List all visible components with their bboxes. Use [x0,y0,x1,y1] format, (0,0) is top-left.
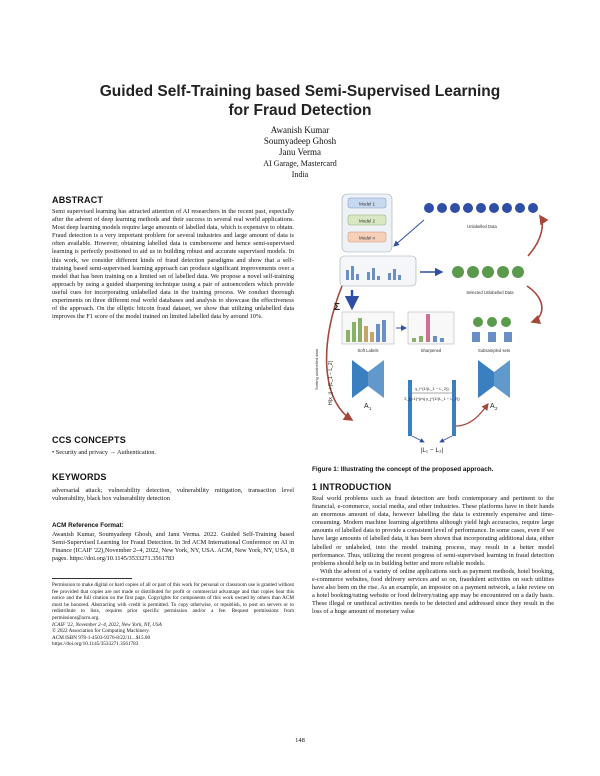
intro-paragraph-2: With the advent of a variety of online applications such as payment methods, hotel booking, e-commerce websites, food delivery services and so on, fraudulent activities on such utilities have also been on the rise. As an example, an impostor on a payment network, a fake review on a hotel booking/rating website or food delivery/rating app may be encountered on a daily basis. These illegal or unethical activities needs to be detected and addressed since they result in the loss of a huge amount of monetary value [312,567,554,616]
keywords-heading: KEYWORDS [52,472,107,482]
autoencoder-a1 [352,360,384,398]
bottom-right-arrow [440,436,452,442]
down-right-arrow [527,286,542,322]
figure-caption: Figure 1: Illustrating the concept of the proposed approach. [312,466,494,473]
copyright-line: © 2022 Association for Computing Machinery. [52,628,150,635]
ccs-text: • Security and privacy → Authentication. [52,449,156,456]
side-formula: H(x_i) + |L_1 − L_2| [328,360,334,405]
a2-label: A [490,403,495,410]
intro-body [312,495,554,616]
keywords-text: adversarial attack; vulnerability detection, vulnerability mitigation, transaction level vulnerability, black box vulnerability detection [52,487,294,503]
permission-text: Permission to make digital or hard copies of all or part of this work for personal or classroom use is granted without fee provided that copies are not made or distributed for profit or commercial advantage and that copies bear this notice and the full citation on the first page. Copyrights for components of this work owned by others than ACM must be honored. Abstracting with credit is permitted. To copy otherwise, or republish, to post on servers or to redistribute to lists, requires prior specific permission and/or a fee. Request permissions from permissions@acm.org. [52,582,294,621]
sorting-label: Sorting unlabelled data [314,349,319,390]
a1-sub: 1 [369,406,372,411]
footnote-rule [52,578,132,579]
autoencoder-a2 [478,360,510,398]
subsampled-sets [472,317,512,342]
subsampled-label: Subsampled sets [477,348,511,353]
author-1: Awanish Kumar [270,125,330,135]
author-block [0,125,600,180]
paper-title [0,82,600,120]
soft-labels-label: Soft Labels [357,348,379,353]
sharpened-label: Sharpened [420,348,442,353]
title-line-1: Guided Self-Training based Semi-Supervised Learning [99,83,501,100]
model-n-label: Model n [358,235,376,241]
bottom-left-arrow [412,436,424,442]
title-line-2: for Fraud Detection [228,102,372,119]
selected-label: Selected Unlabelled Data [466,290,514,295]
permission-block [52,582,294,648]
formula-den: Σ_{j=1}^{m} y_j^{1/(L_1 − L_2)} [404,396,460,401]
doi-line: https://doi.org/10.1145/3533271.3561783 [52,641,139,648]
to-a2-arrow [456,404,488,426]
conference-line: ICAIF '22, November 2–4, 2022, New York, NY, USA [52,621,162,628]
figure-1-diagram [312,190,554,460]
a1-label: A [364,403,369,410]
intro-heading: 1 INTRODUCTION [312,482,392,492]
author-3: Janu Verma [278,147,322,157]
acm-ref-text: Awanish Kumar, Soumyadeep Ghosh, and Janu Verma. 2022. Guided Self-Training based Semi-Supervised Learning for Fraud Detection. In 3rd ACM International Conference on AI in Finance (ICAIF '22),November 2–4, 2022, New York, NY, USA. ACM, New York, NY, USA, 8 pages. https://doi.org/10.1145/3533271.3561783 [52,531,294,563]
model-1-label: Model 1 [358,201,376,207]
figure-1 [312,190,554,460]
formula-num: y_i^{1/(L_1 − L_2)} [415,386,449,391]
model-2-label: Model 2 [358,218,376,224]
acm-ref-heading: ACM Reference Format: [52,522,124,529]
unlabelled-label: Unlabelled Data [467,224,497,229]
right-loop-arrow [528,216,542,256]
abstract-text: Semi supervised learning has attracted attention of AI researchers in the recent past, especially after the advent of deep learning methods and their success in several real world applications. Most deep learning models require large amounts of labelled data, which is expensive to obtain. Fraud detection is a very important problem for several industries and large amount of data is often available. However, obtaining labelled data is cumbersome and hence semi-supervised learning is perfectly positioned to aid us in building robust and accurate supervised models. In this work, we consider different kinds of fraud detection paradigms and show that a self-training based semi-supervised learning approach can produce significant improvements over a model that has been training on a limited set of labelled data. We propose a novel self-training approach by using a guided sharpening technique using a pair of autoencoders which provide useful cues for incorporating unlabelled data in the training process. We conduct thorough experiments on three different real world databases and analysis to showcase the effectiveness of the approach. On the elliptic bitcoin fraud dataset, we show that utilizing unlabelled data improves the F1 score of the model trained on limited labelled data by around 10%. [52,208,294,321]
sigma-symbol: Σ [334,302,341,313]
selected-green-dots [452,266,524,278]
bottom-formula: |L₁ − L₂| [420,447,444,454]
abstract-heading: ABSTRACT [52,195,104,205]
country: India [291,170,309,179]
dots-to-models-arrow [394,220,424,246]
a2-sub: 2 [495,406,498,411]
affiliation: AI Garage, Mastercard [263,159,337,168]
author-2: Soumyadeep Ghosh [263,136,337,146]
isbn-line: ACM ISBN 978-1-4503-9376-8/22/11...$15.00 [52,634,151,641]
unlabelled-dots [424,203,538,213]
intro-paragraph-1: Real world problems such as fraud detection are both contemporary and pertinent to the financial, e-commerce, social media, and other industries. These platforms have in their hands an enormous amount of data, however labelling the data is extremely expensive and time-consuming. Modern machine learning algorithms although yield high accuracies, require large amounts of labelled data to provide a consistent level of performance. In some cases, even if we have large amounts of labelled data, it has been shown that incorporating additional data, either labelled or unlabeled, into the model training process, may result in a better model performance. Thus, utilizing the recent progress of semi-supervised learning in fraud detection problems should help us in building better and more reliable models. [312,495,554,567]
ccs-heading: CCS CONCEPTS [52,435,126,445]
page-number: 148 [295,737,305,744]
